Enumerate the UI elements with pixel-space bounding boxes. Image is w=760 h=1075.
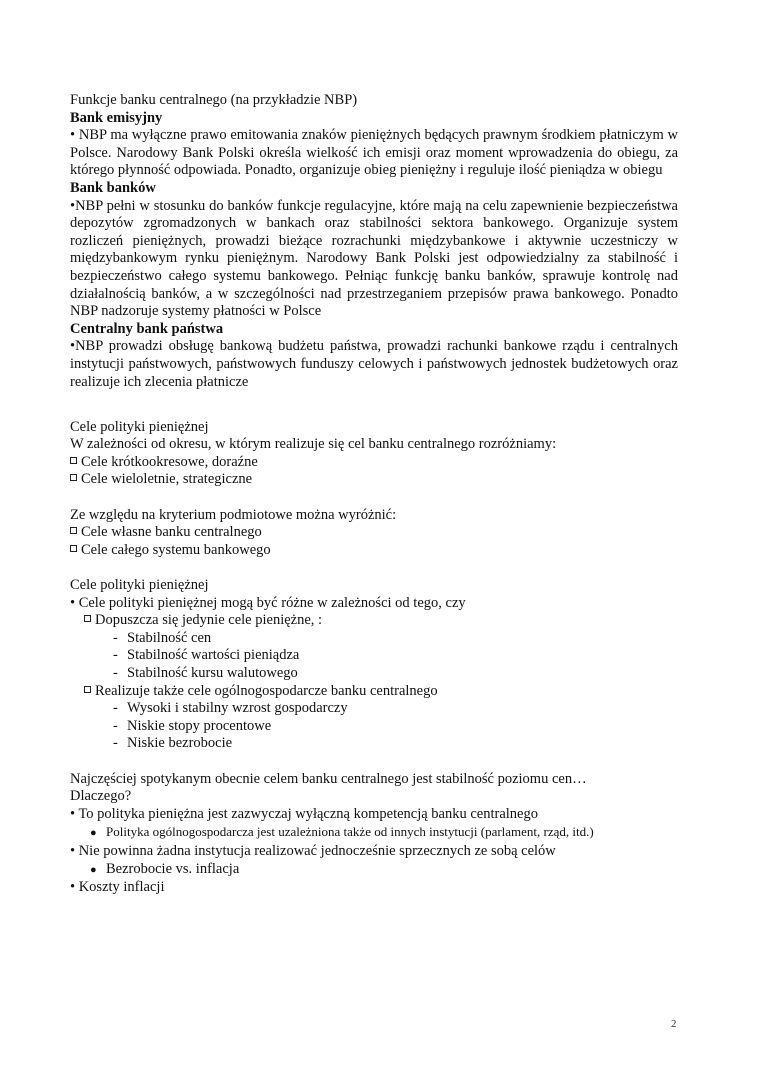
- list-item: Cele krótkookresowe, doraźne: [70, 454, 678, 472]
- dash-item: - Niskie stopy procentowe: [113, 717, 272, 734]
- square-bullet-icon: [84, 615, 91, 622]
- bullet-item: • Nie powinna żadna instytucja realizować jednocześnie sprzecznych ze sobą celów: [70, 842, 556, 859]
- list-item: Cele całego systemu bankowego: [70, 542, 678, 560]
- dash-item: - Stabilność cen: [113, 629, 212, 646]
- heading-bank-bankow: Bank banków: [70, 179, 156, 196]
- sub-bullet-item: ● Bezrobocie vs. inflacja: [70, 861, 678, 880]
- sub-bullet-item: ● Polityka ogólnogospodarcza jest uzależniona także od innych instytucji (parlament, rząd, itd.): [70, 823, 678, 843]
- bullet-item: • Koszty inflacji: [70, 879, 165, 896]
- paragraph-bank-emisyjny: • NBP ma wyłączne prawo emitowania znaków pieniężnych będących prawnym środkiem płatniczym w Polsce. Narodowy Bank Polski określa wielkość ich emisji oraz moment wprowadzenia do obiegu, za którego płynność odpowiada. Ponadto, organizuje obieg pieniężny i reguluje ilość pieniądza w obiegu: [70, 127, 678, 179]
- list-item: Cele własne banku centralnego: [70, 524, 678, 542]
- sub-item: Dopuszcza się jedynie cele pieniężne, :: [70, 612, 678, 630]
- square-bullet-icon: [70, 457, 77, 464]
- paragraph-line: Najczęściej spotykanym obecnie celem banku centralnego jest stabilność poziomu cen…: [70, 770, 587, 787]
- heading-bank-panstwa: Centralny bank państwa: [70, 320, 224, 337]
- dash-item: - Stabilność wartości pieniądza: [113, 647, 300, 664]
- bullet-item: • To polityka pieniężna jest zazwyczaj wyłączną kompetencją banku centralnego: [70, 805, 538, 822]
- section-intro: Ze względu na kryterium podmiotowe można wyróżnić:: [70, 506, 397, 523]
- dash-item: - Stabilność kursu walutowego: [113, 665, 298, 681]
- dash-item: - Niskie bezrobocie: [113, 735, 233, 752]
- bullet-item: • Cele polityki pieniężnej mogą być różne w zależności od tego, czy: [70, 594, 466, 611]
- square-bullet-icon: [70, 527, 77, 534]
- section-title: Cele polityki pieniężnej: [70, 577, 209, 594]
- square-bullet-icon: [70, 474, 77, 481]
- square-bullet-icon: [70, 545, 77, 552]
- paragraph-line: Dlaczego?: [70, 788, 132, 805]
- heading-bank-emisyjny: Bank emisyjny: [70, 109, 163, 126]
- document-page: [70, 92, 678, 897]
- section-intro: W zależności od okresu, w którym realizuje się cel banku centralnego rozróżniamy:: [70, 436, 557, 453]
- section-title: Cele polityki pieniężnej: [70, 418, 209, 435]
- sub-item: Realizuje także cele ogólnogospodarcze banku centralnego: [70, 683, 678, 701]
- bullet-dot-icon: ●: [90, 863, 97, 876]
- square-bullet-icon: [84, 686, 91, 693]
- dash-item: - Wysoki i stabilny wzrost gospodarczy: [113, 700, 348, 717]
- list-item: Cele wieloletnie, strategiczne: [70, 471, 678, 489]
- section-title: Funkcje banku centralnego (na przykładzie NBP): [70, 92, 358, 108]
- paragraph-bank-panstwa: •NBP prowadzi obsługę bankową budżetu państwa, prowadzi rachunki bankowe rządu i centralnych instytucji państwowych, państwowych funduszy celowych i państwowych jednostek budżetowych oraz realizuje ich zlecenia płatnicze: [70, 338, 678, 390]
- bullet-dot-icon: ●: [90, 827, 97, 840]
- paragraph-bank-bankow: •NBP pełni w stosunku do banków funkcje regulacyjne, które mają na celu zapewnienie bezpieczeństwa depozytów zgromadzonych w bankach oraz stabilności sektora bankowego. Organizuje system rozliczeń pieniężnych, prowadzi bieżące rozrachunki międzybankowe i aktywnie uczestniczy w międzybankowym rynku pieniężnym. Narodowy Bank Polski jest odpowiedzialny za stabilność i bezpieczeństwo całego systemu bankowego. Pełniąc funkcję banku banków, sprawuje kontrolę nad działalnością banków, a w szczególności nad przestrzeganiem przepisów prawa bankowego. Ponadto NBP nadzoruje systemy płatności w Polsce: [70, 197, 678, 320]
- page-number: 2: [671, 1018, 677, 1030]
